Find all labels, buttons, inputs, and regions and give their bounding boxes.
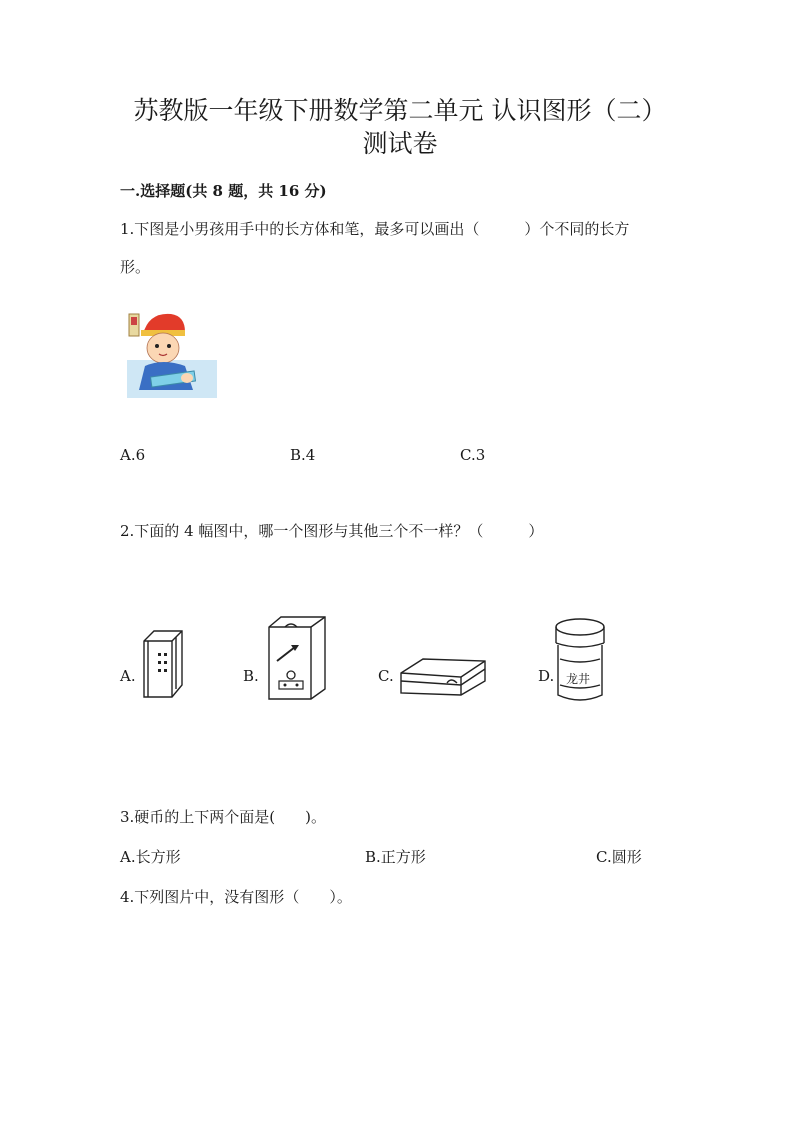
tea-jar-drawing — [552, 615, 610, 707]
section-heading: 一.选择题(共 8 题，共 16 分) — [120, 182, 327, 200]
boy-with-box-illustration — [127, 308, 217, 398]
question-2-option-b: B. — [243, 667, 259, 685]
question-3-option-a: A.长方形 — [120, 848, 181, 866]
question-1-option-b: B.4 — [290, 446, 316, 464]
question-1-option-a: A.6 — [120, 446, 146, 464]
question-1-text-cont: 形。 — [120, 258, 151, 276]
question-4-text: 4.下列图片中，没有图形（ ）。 — [120, 888, 352, 906]
tea-jar-label: 龙井 — [566, 672, 591, 686]
question-2-option-c: C. — [378, 667, 394, 685]
question-3-option-b: B.正方形 — [365, 848, 426, 866]
question-2-text: 2.下面的 4 幅图中，哪一个图形与其他三个不一样？（ ） — [120, 522, 544, 540]
question-1-text: 1.下图是小男孩用手中的长方体和笔，最多可以画出（ ）个不同的长方 — [120, 220, 630, 238]
question-3-text: 3.硬币的上下两个面是( )。 — [120, 808, 327, 826]
question-3-option-c: C.圆形 — [596, 848, 642, 866]
book-drawing — [138, 625, 188, 705]
question-1-option-c: C.3 — [460, 446, 486, 464]
carton-box-drawing — [265, 613, 329, 703]
flat-box-drawing — [397, 655, 489, 699]
question-2-option-a: A. — [120, 667, 136, 685]
document-title: 苏教版一年级下册数学第二单元 认识图形（二） — [133, 96, 667, 125]
question-2-option-d: D. — [538, 667, 555, 685]
document-title-line2: 测试卷 — [362, 129, 438, 158]
